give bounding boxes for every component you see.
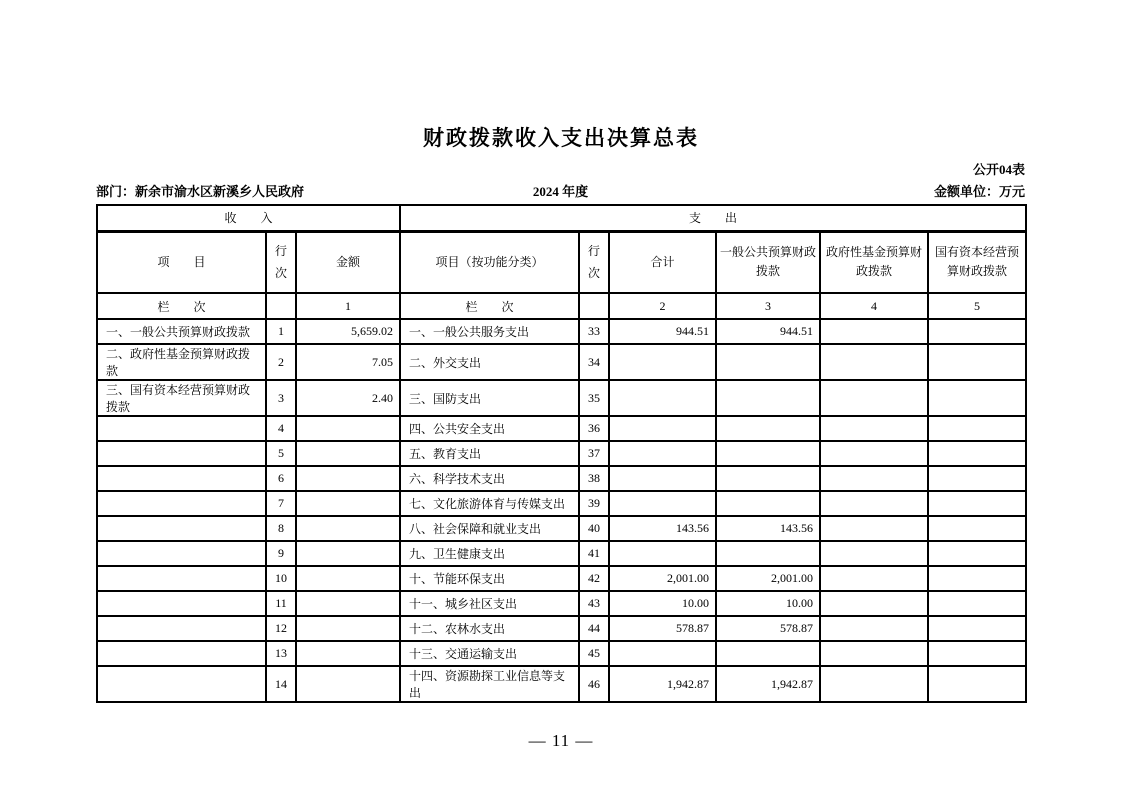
expense-section-header: 支 出 <box>400 205 1026 231</box>
col-gov-fund: 政府性基金预算财政拨款 <box>820 231 928 293</box>
general-public-cell: 10.00 <box>716 591 820 616</box>
income-line-cell: 7 <box>266 491 296 516</box>
expense-line-cell: 43 <box>579 591 609 616</box>
gov-fund-cell <box>820 344 928 380</box>
expense-line-cell: 35 <box>579 380 609 416</box>
income-item-cell <box>97 566 266 591</box>
income-line-cell: 13 <box>266 641 296 666</box>
income-amount-cell <box>296 666 400 702</box>
income-amount-cell <box>296 466 400 491</box>
income-lanci-label: 栏 次 <box>97 293 266 319</box>
table-row <box>97 641 1026 666</box>
income-item-cell <box>97 516 266 541</box>
gov-fund-cell <box>820 466 928 491</box>
income-amount-cell <box>296 591 400 616</box>
expense-line-index <box>579 293 609 319</box>
state-capital-cell <box>928 591 1026 616</box>
general-public-cell: 143.56 <box>716 516 820 541</box>
total-cell: 10.00 <box>609 591 716 616</box>
section-header-row <box>97 205 1026 231</box>
total-col-index: 2 <box>609 293 716 319</box>
state-capital-cell <box>928 566 1026 591</box>
expense-line-cell: 34 <box>579 344 609 380</box>
general-public-cell <box>716 466 820 491</box>
expense-item-cell: 九、卫生健康支出 <box>400 541 579 566</box>
income-item-cell <box>97 591 266 616</box>
expense-line-cell: 38 <box>579 466 609 491</box>
expense-lanci-label: 栏 次 <box>400 293 579 319</box>
general-public-cell <box>716 416 820 441</box>
state-capital-cell <box>928 516 1026 541</box>
income-amount-cell <box>296 541 400 566</box>
income-amount-cell <box>296 516 400 541</box>
total-cell <box>609 641 716 666</box>
table-row <box>97 591 1026 616</box>
col-expense-item: 项目（按功能分类） <box>400 231 579 293</box>
income-item-cell <box>97 416 266 441</box>
capital-col-index: 5 <box>928 293 1026 319</box>
table-row <box>97 441 1026 466</box>
table-row <box>97 466 1026 491</box>
gov-fund-cell <box>820 441 928 466</box>
document-title: 财政拨款收入支出决算总表 <box>423 127 699 150</box>
page-number: — 11 — <box>528 731 594 750</box>
column-index-row <box>97 293 1026 319</box>
general-public-cell <box>716 441 820 466</box>
expense-item-cell: 十三、交通运输支出 <box>400 641 579 666</box>
income-amount-cell <box>296 441 400 466</box>
income-item-cell <box>97 441 266 466</box>
gov-fund-cell <box>820 416 928 441</box>
col-expense-line <box>579 231 609 293</box>
income-line-cell: 3 <box>266 380 296 416</box>
col-general-public: 一般公共预算财政拨款 <box>716 231 820 293</box>
income-item-cell: 一、一般公共预算财政拨款 <box>97 319 266 344</box>
column-header-row <box>97 231 1026 293</box>
total-cell <box>609 380 716 416</box>
state-capital-cell <box>928 541 1026 566</box>
amount-unit-label: 金额单位：万元 <box>934 184 1026 199</box>
table-row <box>97 380 1026 416</box>
document-content <box>96 162 1025 703</box>
total-cell: 944.51 <box>609 319 716 344</box>
general-public-cell <box>716 641 820 666</box>
state-capital-cell <box>928 344 1026 380</box>
expense-item-cell: 四、公共安全支出 <box>400 416 579 441</box>
expense-line-cell: 37 <box>579 441 609 466</box>
general-public-cell: 578.87 <box>716 616 820 641</box>
state-capital-cell <box>928 466 1026 491</box>
expense-item-cell: 五、教育支出 <box>400 441 579 466</box>
state-capital-cell <box>928 319 1026 344</box>
income-item-cell <box>97 466 266 491</box>
expense-line-cell: 44 <box>579 616 609 641</box>
general-public-cell <box>716 491 820 516</box>
gov-fund-cell <box>820 516 928 541</box>
income-item-cell <box>97 616 266 641</box>
expense-line-cell: 40 <box>579 516 609 541</box>
general-public-cell: 944.51 <box>716 319 820 344</box>
col-income-item: 项 目 <box>97 231 266 293</box>
gov-fund-cell <box>820 666 928 702</box>
total-cell: 1,942.87 <box>609 666 716 702</box>
total-cell: 2,001.00 <box>609 566 716 591</box>
expense-item-cell: 七、文化旅游体育与传媒支出 <box>400 491 579 516</box>
col-state-capital: 国有资本经营预算财政拨款 <box>928 231 1026 293</box>
income-item-cell <box>97 491 266 516</box>
table-row <box>97 344 1026 380</box>
fund-col-index: 4 <box>820 293 928 319</box>
income-amount-cell <box>296 616 400 641</box>
income-amount-cell <box>296 491 400 516</box>
expense-line-cell: 42 <box>579 566 609 591</box>
fiscal-appropriation-table <box>96 204 1027 703</box>
total-cell <box>609 441 716 466</box>
fiscal-year-label: 2024 年度 <box>532 184 589 199</box>
total-cell <box>609 344 716 380</box>
general-col-index: 3 <box>716 293 820 319</box>
income-amount-cell: 2.40 <box>296 380 400 416</box>
income-section-header: 收 入 <box>97 205 400 231</box>
income-item-cell: 二、政府性基金预算财政拨款 <box>97 344 266 380</box>
state-capital-cell <box>928 380 1026 416</box>
expense-item-cell: 八、社会保障和就业支出 <box>400 516 579 541</box>
income-item-cell: 三、国有资本经营预算财政拨款 <box>97 380 266 416</box>
state-capital-cell <box>928 416 1026 441</box>
table-row <box>97 666 1026 702</box>
meta-row <box>96 183 1025 200</box>
income-item-cell <box>97 641 266 666</box>
expense-item-cell: 十二、农林水支出 <box>400 616 579 641</box>
income-amount-cell: 7.05 <box>296 344 400 380</box>
expense-line-header-text: 行次 <box>588 244 601 281</box>
general-public-cell <box>716 541 820 566</box>
gov-fund-cell <box>820 491 928 516</box>
col-income-line <box>266 231 296 293</box>
table-row <box>97 616 1026 641</box>
gov-fund-cell <box>820 319 928 344</box>
expense-item-cell: 十四、资源勘探工业信息等支出 <box>400 666 579 702</box>
total-cell <box>609 416 716 441</box>
general-public-cell <box>716 380 820 416</box>
income-line-cell: 8 <box>266 516 296 541</box>
gov-fund-cell <box>820 541 928 566</box>
income-line-cell: 4 <box>266 416 296 441</box>
income-line-cell: 11 <box>266 591 296 616</box>
general-public-cell: 2,001.00 <box>716 566 820 591</box>
expense-item-cell: 三、国防支出 <box>400 380 579 416</box>
gov-fund-cell <box>820 616 928 641</box>
income-line-cell: 1 <box>266 319 296 344</box>
gov-fund-cell <box>820 380 928 416</box>
income-line-cell: 10 <box>266 566 296 591</box>
table-row <box>97 516 1026 541</box>
gov-fund-cell <box>820 566 928 591</box>
expense-line-cell: 41 <box>579 541 609 566</box>
total-cell: 143.56 <box>609 516 716 541</box>
general-public-cell: 1,942.87 <box>716 666 820 702</box>
expense-line-cell: 33 <box>579 319 609 344</box>
total-cell: 578.87 <box>609 616 716 641</box>
income-item-cell <box>97 666 266 702</box>
col-total: 合计 <box>609 231 716 293</box>
expense-item-cell: 十、节能环保支出 <box>400 566 579 591</box>
expense-item-cell: 二、外交支出 <box>400 344 579 380</box>
income-line-cell: 14 <box>266 666 296 702</box>
state-capital-cell <box>928 491 1026 516</box>
income-amount-cell: 5,659.02 <box>296 319 400 344</box>
income-line-header-text: 行次 <box>275 244 288 281</box>
state-capital-cell <box>928 616 1026 641</box>
income-line-cell: 5 <box>266 441 296 466</box>
gov-fund-cell <box>820 641 928 666</box>
col-income-amount: 金额 <box>296 231 400 293</box>
expense-item-cell: 十一、城乡社区支出 <box>400 591 579 616</box>
table-row <box>97 416 1026 441</box>
income-line-cell: 6 <box>266 466 296 491</box>
expense-line-cell: 36 <box>579 416 609 441</box>
state-capital-cell <box>928 441 1026 466</box>
income-line-cell: 9 <box>266 541 296 566</box>
income-amount-cell <box>296 641 400 666</box>
income-line-index <box>266 293 296 319</box>
state-capital-cell <box>928 641 1026 666</box>
expense-line-cell: 45 <box>579 641 609 666</box>
income-item-cell <box>97 541 266 566</box>
total-cell <box>609 466 716 491</box>
income-line-cell: 12 <box>266 616 296 641</box>
table-row <box>97 491 1026 516</box>
general-public-cell <box>716 344 820 380</box>
expense-item-cell: 六、科学技术支出 <box>400 466 579 491</box>
expense-item-cell: 一、一般公共服务支出 <box>400 319 579 344</box>
state-capital-cell <box>928 666 1026 702</box>
income-line-cell: 2 <box>266 344 296 380</box>
income-amount-cell <box>296 566 400 591</box>
expense-line-cell: 46 <box>579 666 609 702</box>
table-row <box>97 319 1026 344</box>
expense-line-cell: 39 <box>579 491 609 516</box>
table-row <box>97 566 1026 591</box>
income-amount-cell <box>296 416 400 441</box>
total-cell <box>609 541 716 566</box>
amount-col-index: 1 <box>296 293 400 319</box>
gov-fund-cell <box>820 591 928 616</box>
form-code: 公开04表 <box>972 162 1025 177</box>
table-row <box>97 541 1026 566</box>
total-cell <box>609 491 716 516</box>
department-label: 部门：新余市渝水区新溪乡人民政府 <box>96 184 305 199</box>
